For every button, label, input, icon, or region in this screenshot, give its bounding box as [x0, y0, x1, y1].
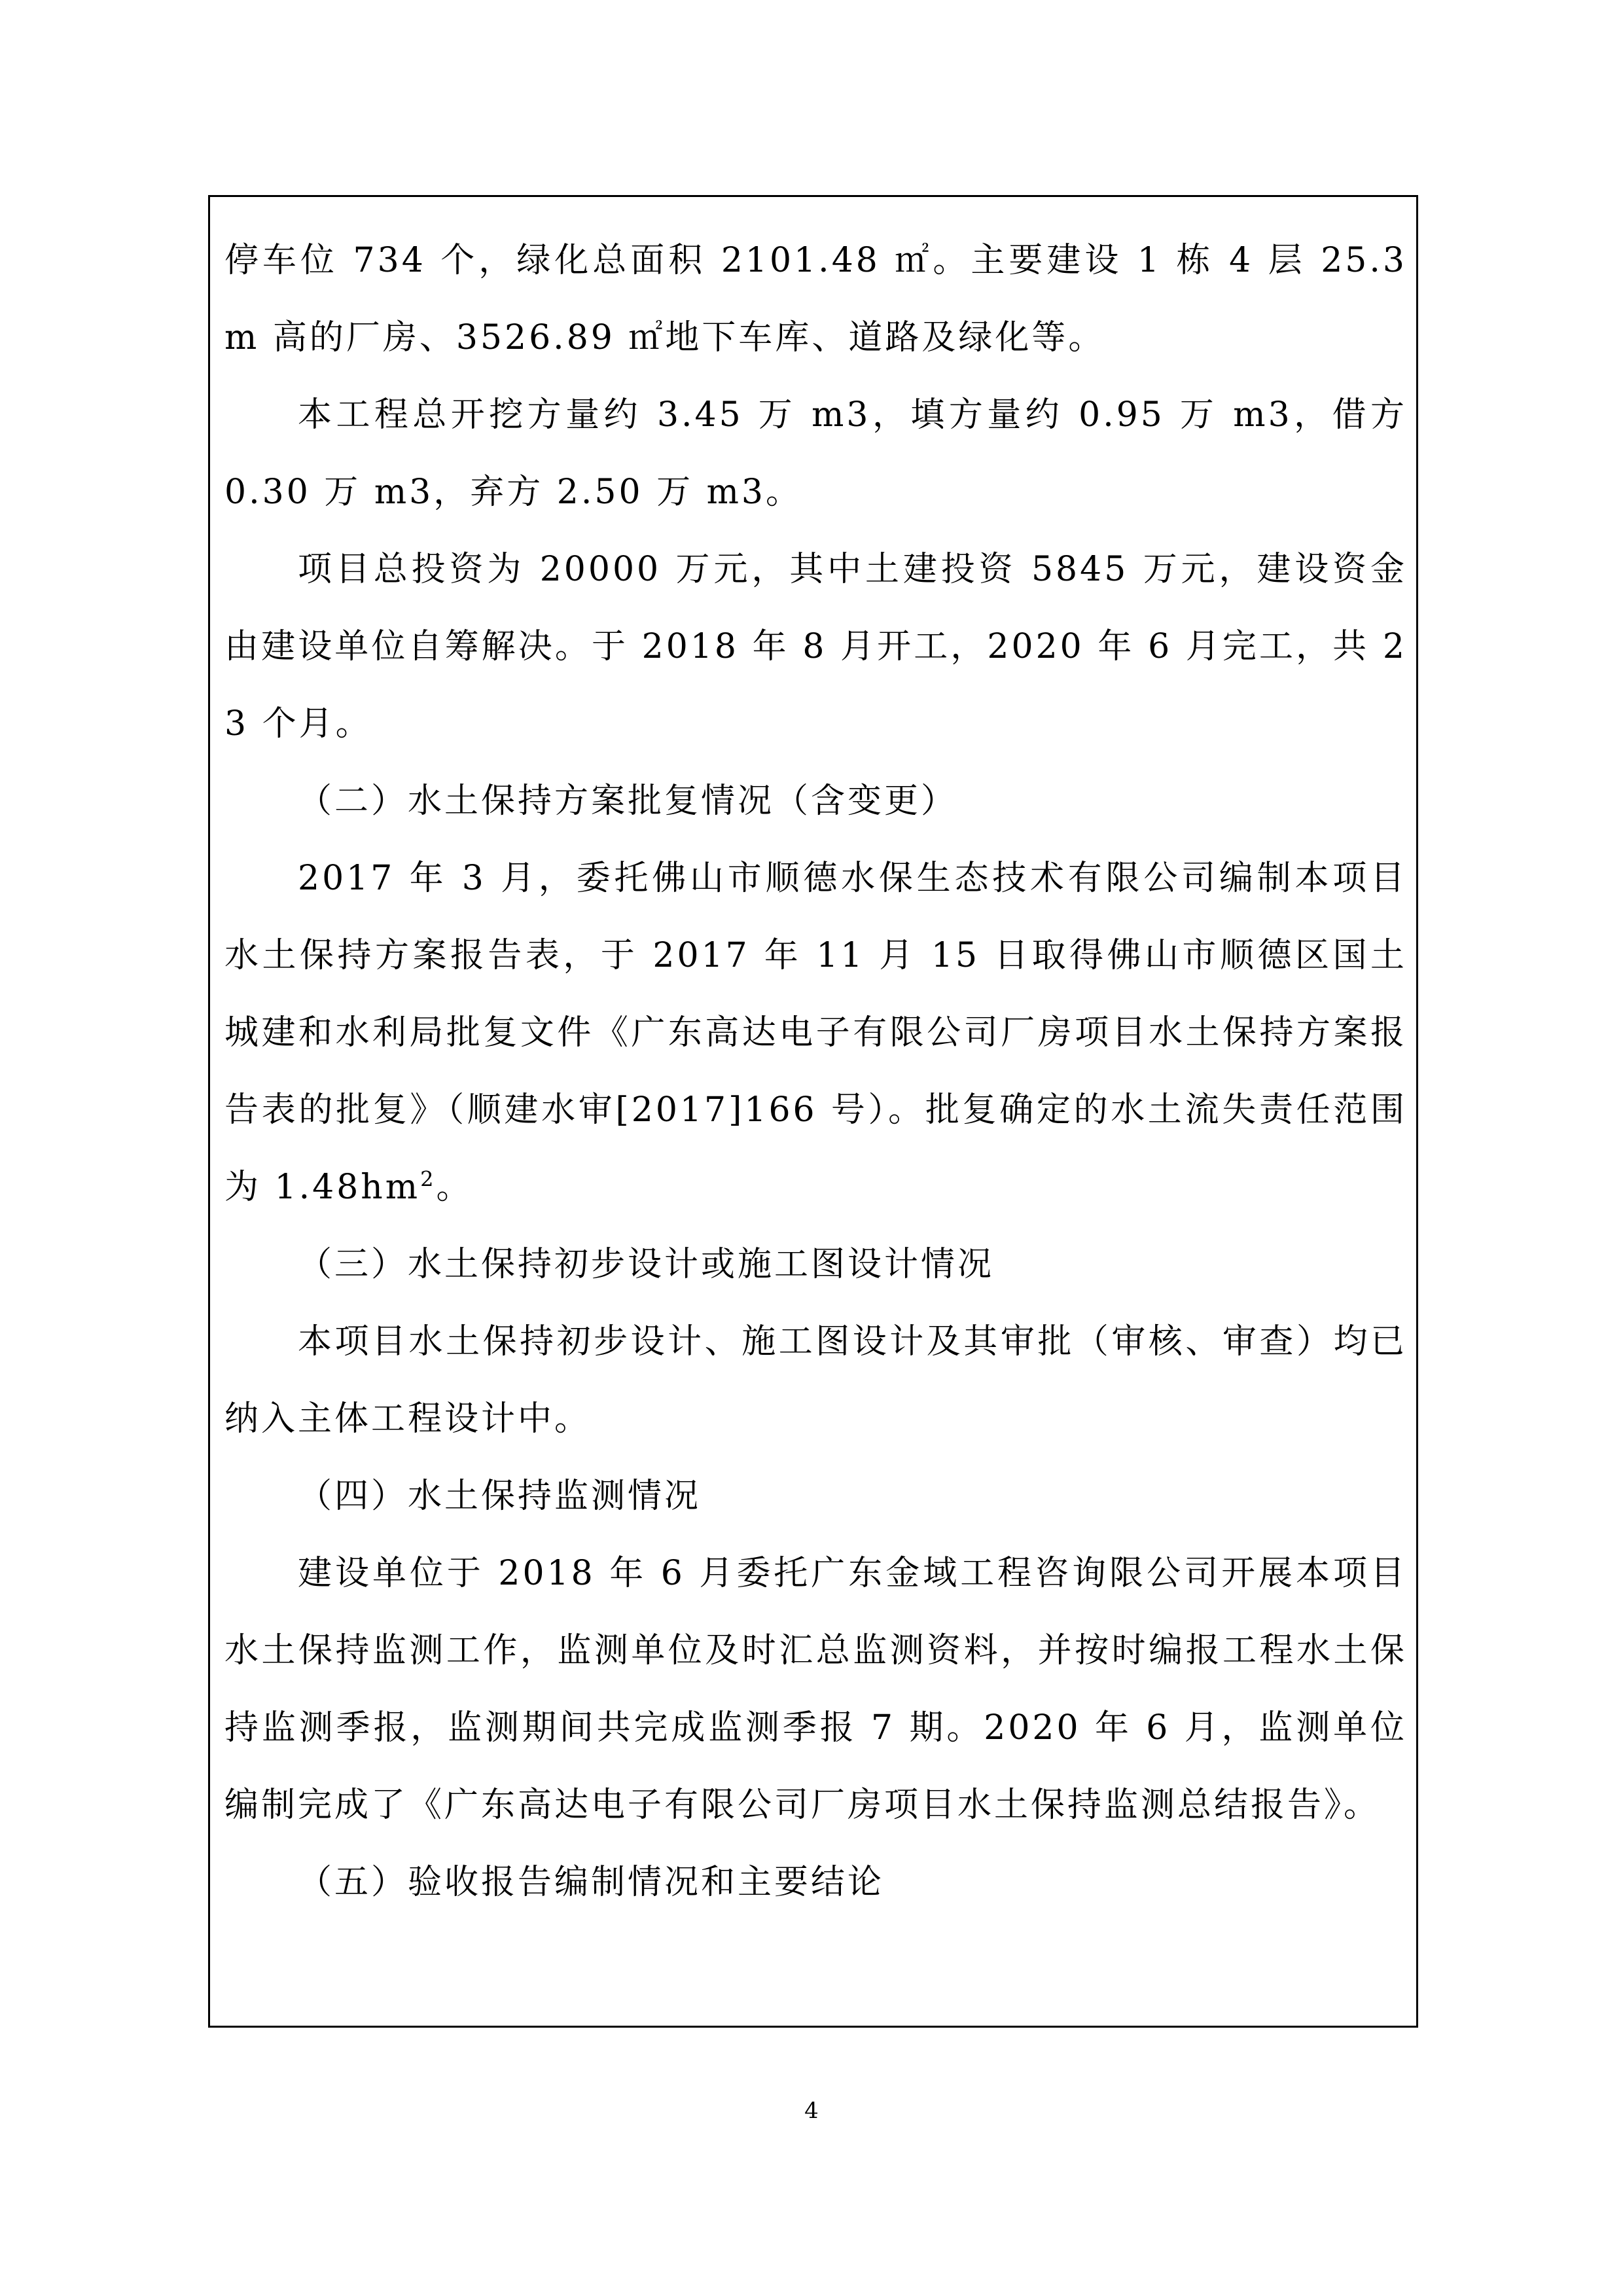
paragraph-design: 本项目水土保持初步设计、施工图设计及其审批（审核、审查）均已纳入主体工程设计中。 [224, 1322, 1407, 1439]
paragraph-earthwork: 本工程总开挖方量约 3.45 万 m3，填方量约 0.95 万 m3，借方 0.30 万 m3，弃方 2.50 万 m3。 [224, 395, 1407, 512]
content-frame [208, 195, 1418, 2028]
section-heading-design: （三）水土保持初步设计或施工图设计情况 [298, 1245, 995, 1284]
section-heading-plan-approval: （二）水土保持方案批复情况（含变更） [298, 781, 958, 821]
paragraph-project-overview: 停车位 734 个，绿化总面积 2101.48 ㎡。主要建设 1 栋 4 层 25.3 m 高的厂房、3526.89 ㎡地下车库、道路及绿化等。 [224, 241, 1407, 357]
paragraph-plan-approval [224, 840, 1407, 1226]
paragraph-monitoring: 建设单位于 2018 年 6 月委托广东金域工程咨询限公司开展本项目水土保持监测工作，监测单位及时汇总监测资料，并按时编报工程水土保持监测季报，监测期间共完成监测季报 7 期。2020 年 6 月，监测单位编制完成了《广东高达电子有限公司厂房项目水土保持监测总结报告》。 [224, 1554, 1407, 1825]
section-heading-monitoring: （四）水土保持监测情况 [298, 1477, 702, 1516]
paragraph-plan-approval-text: 2017 年 3 月，委托佛山市顺德水保生态技术有限公司编制本项目水土保持方案报告表，于 2017 年 11 月 15 日取得佛山市顺德区国土城建和水利局批复文件《广东高达电子有限公司厂房项目水土保持方案报告表的批复》（顺建水审[2017]166 号）。批复确定的水土流失责任范围为 1.48hm [224, 859, 1407, 1207]
section-heading-acceptance-report: （五）验收报告编制情况和主要结论 [298, 1863, 885, 1902]
paragraph-investment: 项目总投资为 20000 万元，其中土建投资 5845 万元，建设资金由建设单位自筹解决。于 2018 年 8 月开工，2020 年 6 月完工，共 23 个月。 [224, 550, 1407, 744]
paragraph-plan-approval-end: 。 [436, 1168, 473, 1207]
superscript-exponent: 2 [420, 1166, 437, 1192]
page-number: 4 [804, 2098, 819, 2124]
